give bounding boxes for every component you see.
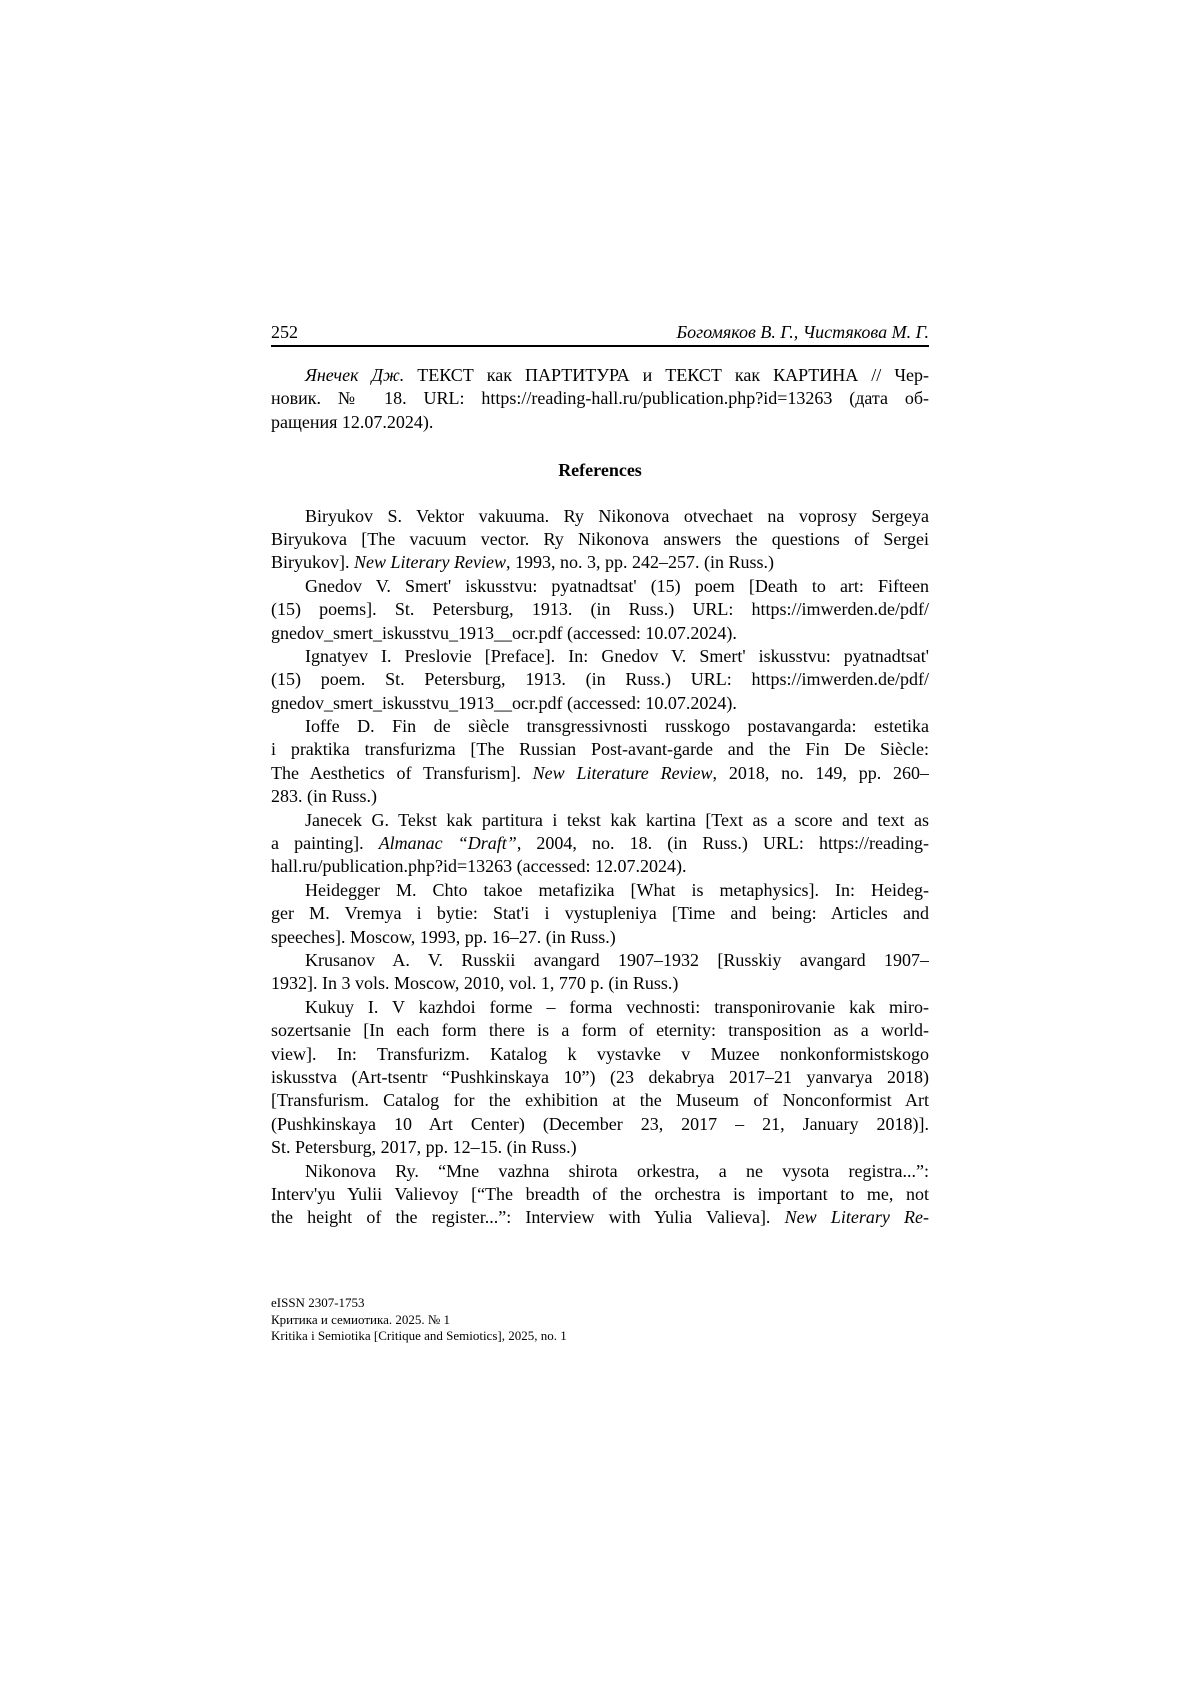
text-run: The Aesthetics of Transfurism]. [271, 762, 533, 783]
text-line [271, 1206, 929, 1229]
text-run: iskusstva (Art-tsentr “Pushkinskaya 10”) (23 dekabrya 2017–21 yanvarya 2018) [271, 1066, 929, 1087]
text-line [271, 879, 929, 902]
text-line [271, 1183, 929, 1206]
italic-text-run: Янечек Дж. [305, 365, 405, 385]
text-run: (15) poem. St. Petersburg, 1913. (in Russ.) URL: https://imwerden.de/pdf/ [271, 669, 929, 690]
references-heading: References [558, 460, 642, 481]
text-line [271, 949, 929, 972]
page-footer [271, 1295, 567, 1345]
text-run: , 2018, no. 149, pp. 260– [712, 762, 929, 783]
text-line [271, 387, 929, 410]
reference-entry [271, 879, 929, 949]
reference-entry [271, 715, 929, 809]
text-line [271, 902, 929, 925]
text-run: view]. In: Transfurizm. Katalog k vystavke v Muzee nonkonformistskogo [271, 1043, 929, 1064]
text-line [271, 762, 929, 785]
italic-text-run: New Literary Review [354, 552, 506, 573]
italic-text-run: Almanac “Draft” [378, 833, 517, 854]
text-line [271, 1113, 929, 1136]
footer-eissn: eISSN 2307-1753 [271, 1295, 365, 1310]
reference-entry [271, 1160, 929, 1230]
references-list [271, 505, 929, 1230]
text-run: a painting]. [271, 833, 379, 854]
reference-entry [271, 575, 929, 645]
text-line [271, 1019, 929, 1042]
text-run: Gnedov V. Smert' iskusstvu: pyatnadtsat' (15) poem [Death to art: Fifteen [305, 575, 929, 596]
text-line [271, 1066, 929, 1089]
text-line [271, 1089, 929, 1112]
text-run: (15) poems]. St. Petersburg, 1913. (in Russ.) URL: https://imwerden.de/pdf/ [271, 599, 929, 620]
text-run: Biryukov]. [271, 552, 354, 573]
text-run: Biryukov S. Vektor vakuuma. Ry Nikonova otvechaet na voprosy Sergeya [305, 505, 929, 526]
text-line [271, 715, 929, 738]
reference-entry [271, 949, 929, 996]
page-content [271, 322, 929, 1230]
text-line [271, 972, 929, 995]
footer-journal-title-russian: Критика и семиотика. 2025. № 1 [271, 1311, 451, 1327]
text-run: St. Petersburg, 2017, pp. 12–15. (in Russ.) [271, 1137, 577, 1158]
text-line [271, 692, 929, 715]
text-run: (Pushkinskaya 10 Art Center) (December 23, 2017 – 21, January 2018)]. [271, 1113, 929, 1134]
page-header [271, 322, 929, 347]
text-line [271, 926, 929, 949]
text-line [271, 411, 929, 434]
text-line [271, 809, 929, 832]
text-run: hall.ru/publication.php?id=13263 (accessed: 12.07.2024). [271, 856, 687, 877]
text-line [271, 1160, 929, 1183]
text-run: , 2004, no. 18. (in Russ.) URL: https://reading- [516, 833, 929, 854]
text-line [271, 668, 929, 691]
text-run: i praktika transfurizma [The Russian Post-avant-garde and the Fin De Siècle: [271, 739, 929, 760]
text-run: 1932]. In 3 vols. Moscow, 2010, vol. 1, 770 p. (in Russ.) [271, 973, 679, 994]
text-run: Krusanov A. V. Russkii avangard 1907–1932 [Russkiy avangard 1907– [305, 950, 929, 970]
text-run: Nikonova Ry. “Mne vazhna shirota orkestra, a ne vysota registra...”: [305, 1160, 929, 1181]
text-run: [Transfurism. Catalog for the exhibition at the Museum of Nonconformist Art [271, 1090, 929, 1111]
text-line [271, 996, 929, 1019]
text-run: Heidegger M. Chto takoe metafizika [What is metaphysics]. In: Heideg- [305, 879, 929, 900]
text-line [271, 622, 929, 645]
text-run: ТЕКСТ как ПАРТИТУРА и ТЕКСТ как КАРТИНА // Чер- [404, 365, 929, 385]
text-run: Kukuy I. V kazhdoi forme – forma vechnosti: transponirovanie kak miro- [305, 996, 929, 1017]
text-run: gnedov_smert_iskusstvu_1913__ocr.pdf (accessed: 10.07.2024). [271, 692, 737, 713]
text-run: the height of the register...”: Interview with Yulia Valieva]. [271, 1207, 785, 1228]
reference-entry [271, 996, 929, 1160]
text-line [271, 1043, 929, 1066]
text-line [271, 505, 929, 528]
text-line [271, 785, 929, 808]
text-line [271, 1136, 929, 1159]
text-line [271, 645, 929, 668]
reference-entry [271, 645, 929, 715]
italic-text-run: New Literary Re- [784, 1207, 929, 1228]
text-run: ger M. Vremya i bytie: Stat'i i vystupleniya [Time and being: Articles and [271, 903, 929, 924]
footer-journal-title-translit: Kritika i Semiotika [Critique and Semiotics], 2025, no. 1 [271, 1328, 567, 1343]
text-run: , 1993, no. 3, pp. 242–257. (in Russ.) [505, 552, 774, 573]
text-run: Janecek G. Tekst kak partitura i tekst kak kartina [Text as a score and text as [305, 809, 929, 830]
page-number: 252 [271, 322, 298, 342]
lead-paragraph [271, 364, 929, 434]
text-line [271, 832, 929, 855]
text-line [271, 575, 929, 598]
text-line [271, 738, 929, 761]
reference-entry [271, 809, 929, 879]
text-run: Interv'yu Yulii Valievoy [“The breadth of the orchestra is important to me, not [271, 1183, 929, 1204]
text-line [271, 551, 929, 574]
text-line [271, 528, 929, 551]
text-run: новик. № 18. URL: https://reading-hall.ru/publication.php?id=13263 (дата об- [271, 388, 929, 409]
reference-entry [271, 505, 929, 575]
running-head-authors: Богомяков В. Г., Чистякова М. Г. [676, 322, 929, 342]
text-run: Ignatyev I. Preslovie [Preface]. In: Gnedov V. Smert' iskusstvu: pyatnadtsat' [305, 645, 929, 666]
text-run: ращения 12.07.2024). [271, 411, 434, 432]
italic-text-run: New Literature Review [532, 762, 713, 783]
text-run: speeches]. Moscow, 1993, pp. 16–27. (in Russ.) [271, 926, 616, 947]
text-line [271, 364, 929, 387]
text-run: 283. (in Russ.) [271, 786, 378, 807]
text-run: Biryukova [The vacuum vector. Ry Nikonova answers the questions of Sergei [271, 528, 929, 549]
text-run: sozertsanie [In each form there is a form of eternity: transposition as a world- [271, 1020, 929, 1041]
text-line [271, 598, 929, 621]
text-run: Ioffe D. Fin de siècle transgressivnosti russkogo postavangarda: estetika [305, 716, 929, 737]
text-line [271, 855, 929, 878]
text-run: gnedov_smert_iskusstvu_1913__ocr.pdf (accessed: 10.07.2024). [271, 622, 737, 643]
